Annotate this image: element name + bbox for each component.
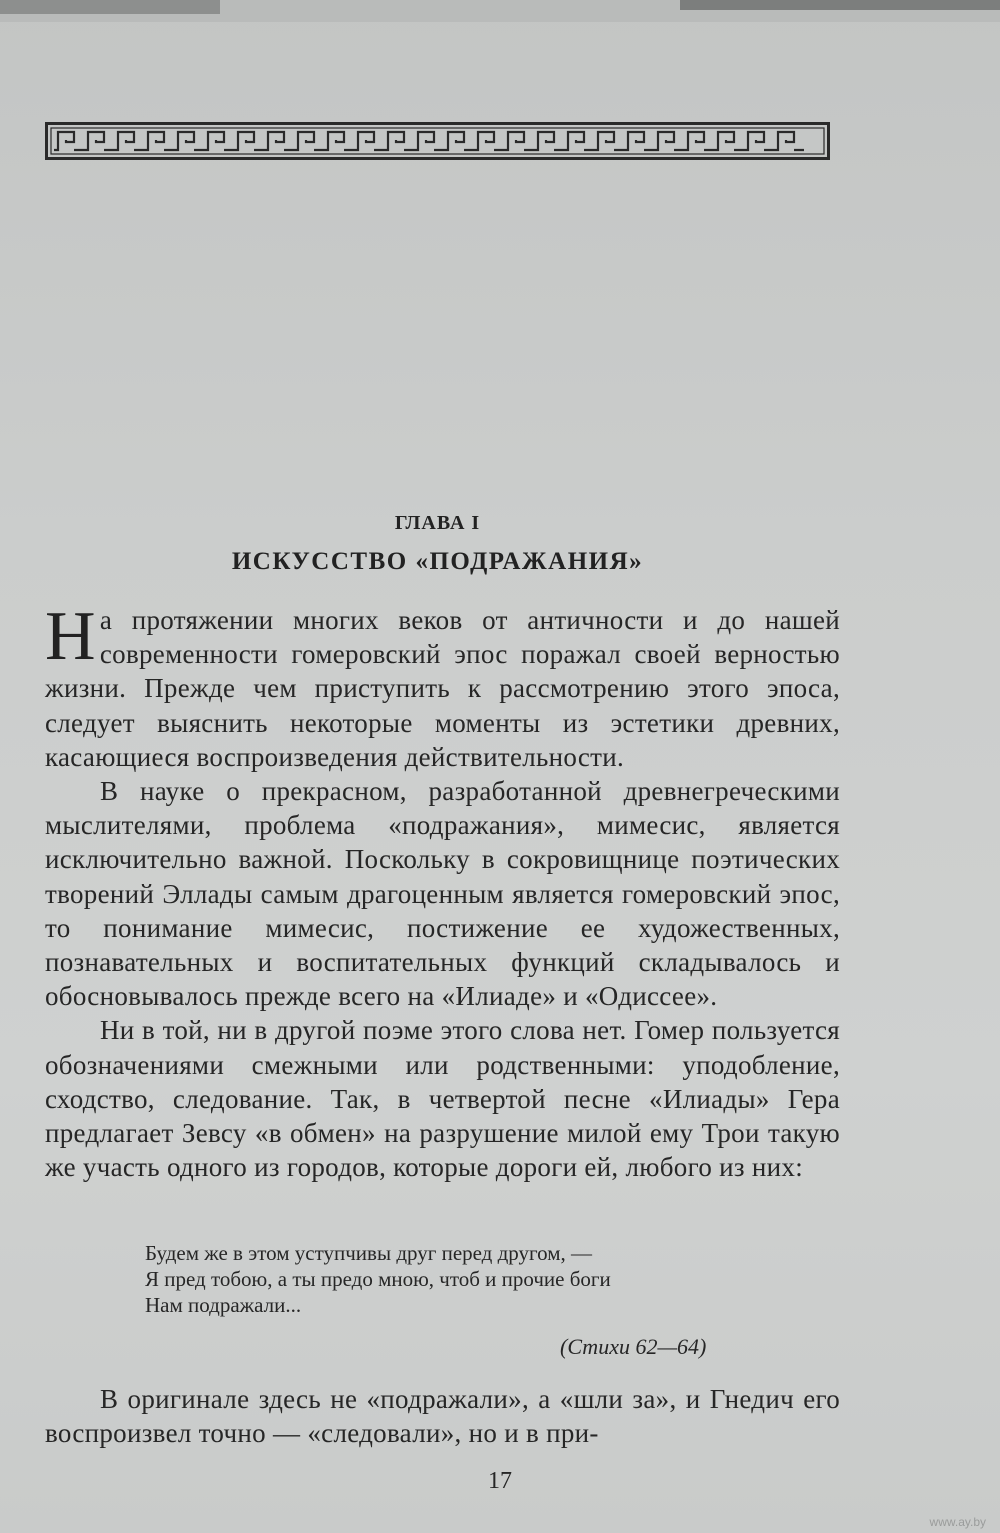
drop-cap: Н: [45, 598, 96, 675]
verse-line-1: Будем же в этом уступчивы друг перед другом, —: [145, 1241, 593, 1265]
watermark: www.ay.by: [929, 1515, 986, 1529]
paragraph-1-text: а протяжении многих веков от античности и до нашей современности гомеровский эпос поражал своей верностью жизни. Прежде чем приступить к рассмотрению этого эпоса, следует выяснить некоторые моменты из эстетики древних, касающиеся воспроизведения действительности.: [45, 605, 840, 772]
paragraph-2: В науке о прекрасном, разработанной древнегреческими мыслителями, проблема «подражания», мимесис, является исключительно важной. Поскольку в сокровищнице поэтических творений Эллады самым драгоценным является гомеровский эпос, то понимание мимесис, постижение ее художественных, познавательных и воспитательных функций складывалось и обосновывалось прежде всего на «Илиаде» и «Одиссее».: [45, 776, 840, 1012]
greek-key-ornament: [45, 122, 830, 160]
continuation-text: [45, 1382, 840, 1450]
page-number: 17: [488, 1468, 512, 1494]
paragraph-4: В оригинале здесь не «подражали», а «шли за», и Гнедич его воспроизвел точно — «следовали», но и в при-: [45, 1384, 840, 1449]
verse-quote: [145, 1240, 805, 1318]
verse-reference: (Стихи 62—64): [560, 1334, 707, 1359]
chapter-title: ИСКУССТВО «ПОДРАЖАНИЯ»: [231, 548, 644, 575]
chapter-label: ГЛАВА I: [394, 512, 481, 534]
body-text: [45, 598, 840, 1184]
paragraph-1: [45, 598, 840, 774]
verse-line-3: Нам подражали...: [145, 1293, 302, 1317]
paragraph-3: Ни в той, ни в другой поэме этого слова нет. Гомер пользуется обозначениями смежными или родственными: уподобление, сходство, следование. Так, в четвертой песне «Илиады» Гера предлагает Зевсу «в обмен» на разрушение милой ему Трои такую же участь одного из городов, которые дороги ей, любого из них:: [45, 1015, 840, 1183]
verse-line-2: Я пред тобою, а ты предо мною, чтоб и прочие боги: [145, 1267, 611, 1291]
page-top-edge: [0, 0, 1000, 22]
